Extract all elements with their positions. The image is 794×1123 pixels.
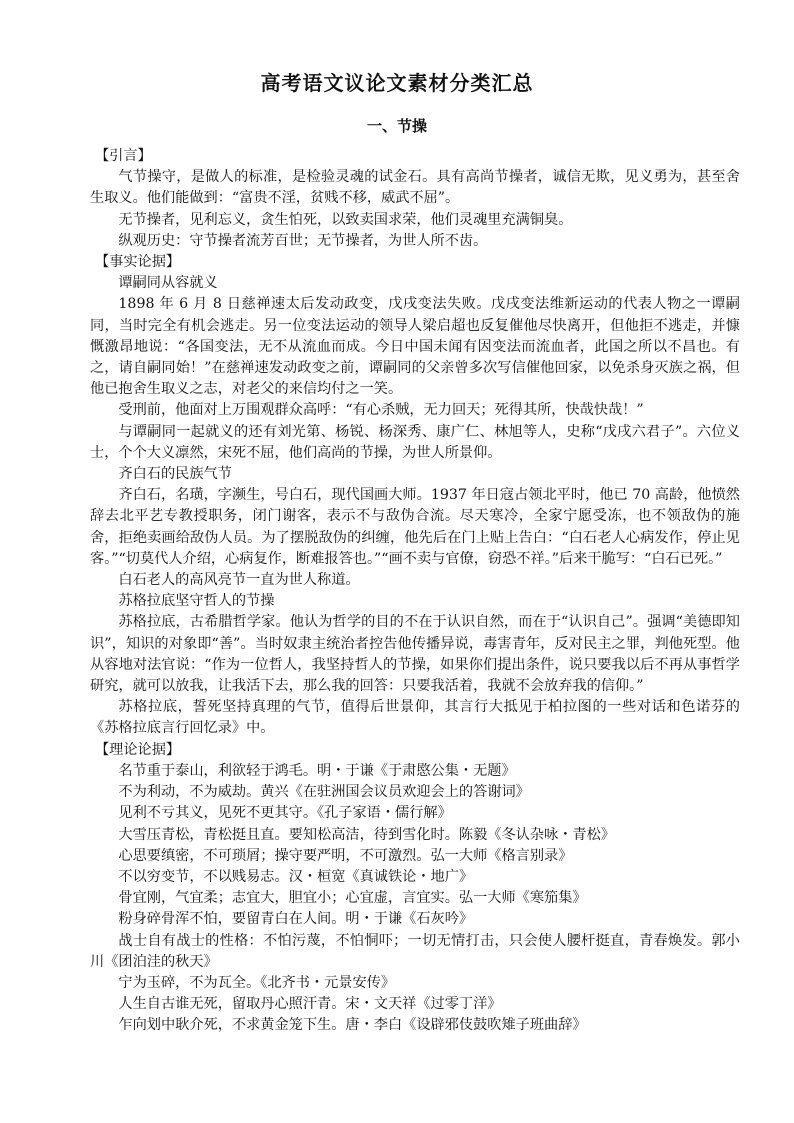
paragraph: 受刑前，他面对上万围观群众高呼：“有心杀贼，无力回天；死得其所，快哉快哉！” — [118, 402, 644, 419]
paragraph: 大雪压青松，青松挺且直。要知松高洁，待到雪化时。陈毅《冬认杂咏・青松》 — [118, 826, 615, 843]
paragraph: 战士自有战士的性格：不怕污蔑，不怕恫吓；一切无情打击，只会使人腰杆挺直，青春焕发。郭小川《团泊洼的秋天》 — [90, 932, 740, 970]
paragraph: 齐白石，名璜，字濒生，号白石，现代国画大师。1937 年日寇占领北平时，他已 70 高龄，他愤然辞去北平艺专教授职务，闭门谢客，表示不与敌伪合流。尽天寒冷，全家宁愿受冻，也不领敌伪的施舍，拒绝卖画给敌伪人员。为了摆脱敌伪的纠缠，他先后在门上贴上告白：“白石老人心病发作，停止见客。”“切莫代人介绍，心病复作，断难报答也。”“画不卖与官僚，窃恐不祥。”后来干脆写：“白石已死。” — [90, 487, 740, 567]
paragraph: 骨宜刚，气宜柔；志宜大，胆宜小；心宜虚，言宜实。弘一大师《寒笳集》 — [118, 890, 587, 907]
paragraph: 无节操者，见利忘义，贪生怕死，以致卖国求荣，他们灵魂里充满铜臭。 — [118, 211, 573, 228]
paragraph: 宁为玉碎，不为瓦全。《北齐书・元景安传》 — [118, 974, 396, 991]
paragraph: 心思要缜密，不可琐屑；操守要严明，不可激烈。弘一大师《格言别录》 — [118, 847, 573, 864]
paragraph: 气节操守，是做人的标准，是检验灵魂的试金石。具有高尚节操者，诚信无欺，见义勇为，甚至舍生取义。他们能做到：“富贵不淫，贫贱不移，威武不屈”。 — [90, 169, 740, 207]
section-heading: 一、节操 — [366, 117, 427, 135]
paragraph: 苏格拉底坚守哲人的节操 — [118, 593, 275, 610]
paragraph: 纵观历史：守节操者流芳百世；无节操者，为世人所不齿。 — [118, 232, 488, 249]
paragraph: 不以穷变节，不以贱易志。汉・桓宽《真诚铁论・地广》 — [118, 868, 474, 885]
document-title: 高考语文议论文素材分类汇总 — [260, 71, 534, 95]
paragraph: 齐白石的民族气节 — [118, 466, 232, 483]
paragraph: 粉身碎骨浑不怕，要留青白在人间。明・于谦《石灰吟》 — [118, 911, 474, 928]
document-body — [90, 146, 740, 1037]
paragraph: 不为利动，不为威劫。黄兴《在驻洲国会议员欢迎会上的答谢词》 — [118, 784, 530, 801]
paragraph: 谭嗣同从容就义 — [118, 275, 218, 292]
section-label: 【引言】 — [94, 148, 152, 164]
section-label: 【理论论据】 — [94, 741, 181, 758]
section-label: 【事实论据】 — [94, 254, 181, 271]
paragraph: 苏格拉底，古希腊哲学家。他认为哲学的目的不在于认识自然，而在于“认识自己”。强调“美德即知识”，知识的对象即“善”。当时奴隶主统治者控告他传播异说，毒害青年，反对民主之罪，判他死型。他从容地对法官说：“作为一位哲人，我坚持哲人的节操，如果你们提出条件，说只要我以后不再从事哲学研究，就可以放我，让我活下去，那么我的回答：只要我活着，我就不会放弃我的信仰。” — [90, 614, 740, 695]
paragraph: 乍向划中耿介死，不求黄金笼下生。唐・李白《设辟邪伎鼓吹雉子班曲辞》 — [118, 1017, 587, 1034]
paragraph: 人生自古谁无死，留取丹心照汗青。宋・文天祥《过零丁洋》 — [118, 996, 502, 1013]
paragraph: 见利不亏其义，见死不更其守。《孔子家语・儒行解》 — [118, 805, 452, 822]
paragraph: 与谭嗣同一起就义的还有刘光第、杨锐、杨深秀、康广仁、林旭等人，史称“戊戌六君子”。六位义士，个个大义凛然，宋死不屈，他们高尚的节操，为世人所景仰。 — [90, 423, 740, 461]
paragraph: 名节重于泰山，利欲轻于鸿毛。明・于谦《于肃愍公集・无题》 — [118, 762, 516, 779]
paragraph: 1898 年 6 月 8 日慈禅速太后发动政变，戊戌变法失败。戊戌变法维新运动的代表人物之一谭嗣同，当时完全有机会逃走。另一位变法运动的领导人梁启超也反复催他尽快离开，但他拒不逃走，并慷慨激昂地说：“各国变法，无不从流血而成。今日中国未闻有因变法而流血者，此国之所以不昌也。有之，请自嗣同始！”在慈禅速发动政变之前，谭嗣同的父亲曾多次写信催他回家，以免杀身灭族之祸，但他已抱舍生取义之志，对老父的来信均付之一笑。 — [90, 296, 740, 398]
paragraph: 白石老人的高风亮节一直为世人称道。 — [118, 572, 360, 589]
paragraph: 苏格拉底，誓死坚持真理的气节，值得后世景仰，其言行大抵见于柏拉图的一些对话和色诺芬的《苏格拉底言行回忆录》中。 — [90, 699, 740, 737]
